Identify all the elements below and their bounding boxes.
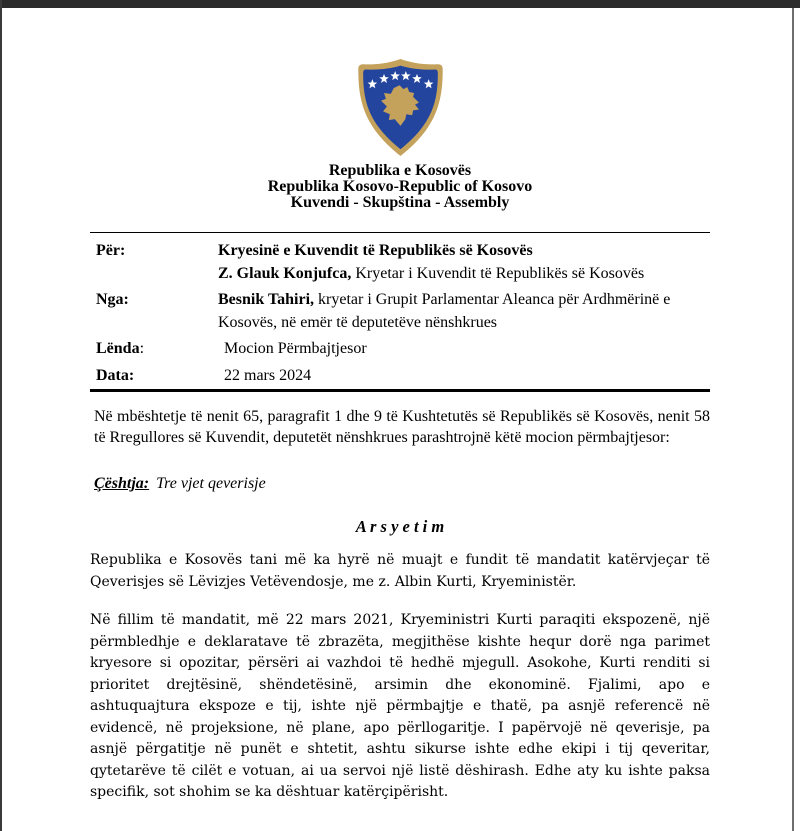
emblem-container: [90, 0, 710, 158]
letterhead: [90, 163, 710, 211]
memo-subject-colon: :: [139, 340, 145, 357]
body-paragraph-2: Në fillim të mandatit, më 22 mars 2021, Kryeministri Kurti paraqiti ekspozenë, një përmbledhje e deklaratave të zbrazëta, megjithëse kishte hequr dorë nga parimet kryesore si opozitar, përsëri ai vazhdoi të hedhë mjegull. Asokohe, Kurti renditi si prioritet drejtësinë, shëndetësinë, arsimin dhe ekonominë. Fjalimi, apo e ashtuquajtura ekspoze e tij, ishte një përmbajtje e thatë, pa asnjë referencë në evidencë, në projeksione, në plane, apo përllogaritje. I papërvojë në qeverisje, pa asnjë përgatitje në punët e shtetit, ashtu sikurse ishte edhe ekipi i tij qeveritar, qytetarëve të cilët e votuan, ai ua servoi një listë dëshirash. Edhe aty ku ishte paksa specifik, sot shohim se ka dështuar katërçipërisht.: [90, 612, 710, 800]
memo-to-value: [218, 239, 710, 285]
memo-subject-label-text: Lënda: [96, 340, 140, 357]
memo-divider: [90, 389, 710, 392]
page-edge-left: [0, 0, 2, 831]
memo-date-value: 22 mars 2024: [224, 367, 312, 384]
memo-from-label: Nga:: [96, 291, 129, 308]
memo-from-value: [218, 288, 710, 334]
memo-subject-label: [90, 337, 218, 360]
kosovo-coat-of-arms: [352, 57, 449, 158]
memo-to-label: Për:: [96, 242, 126, 259]
letterhead-line-3: Kuvendi - Skupština - Assembly: [290, 194, 510, 211]
memo-date-label: Data:: [96, 367, 135, 384]
section-heading: A r s y e t i m: [355, 517, 445, 536]
memo-to-line2: [218, 262, 710, 285]
document-content: [90, 0, 710, 804]
memo-from-person: Besnik Tahiri,: [218, 291, 315, 308]
memo-to-person: Z. Glauk Konjufca,: [218, 265, 352, 282]
letterhead-line-1: Republika e Kosovës: [328, 162, 472, 179]
page-edge-right: [792, 8, 794, 831]
memo-to-line1: Kryesinë e Kuvendit të Republikës së Kosovës: [218, 242, 533, 259]
memo-row-subject: [90, 337, 710, 360]
memo-header: [90, 233, 710, 387]
issue-line: [90, 475, 710, 493]
memo-to-person-title: Kryetar i Kuvendit të Republikës së Kosovës: [351, 265, 645, 282]
memo-from-person-title: kryetar i Grupit Parlamentar Aleanca për Ardhmërinë e Kosovës, në emër të deputetëve nënshkrues: [218, 291, 671, 331]
issue-label: Çështja:: [94, 475, 150, 492]
intro-paragraph: Në mbështetje të nenit 65, paragrafit 1 dhe 9 të Kushtetutës së Republikës së Kosovës, nenit 58 të Rregullores së Kuvendit, deputetët nënshkrues parashtrojnë këtë mocion përmbajtjesor:: [94, 408, 710, 446]
memo-row-to: [90, 239, 710, 285]
memo-row-from: [90, 288, 710, 334]
letterhead-line-2: Republika Kosovo-Republic of Kosovo: [267, 178, 533, 195]
memo-subject-value: Mocion Përmbajtjesor: [224, 340, 367, 357]
issue-text: Tre vjet qeverisje: [156, 475, 266, 492]
memo-row-date: [90, 364, 710, 387]
body-paragraph-1: Republika e Kosovës tani më ka hyrë në muajt e fundit të mandatit katërvjeçar të Qeverisjes së Lëvizjes Vetëvendosje, me z. Albin Kurti, Kryeministër.: [90, 552, 710, 590]
